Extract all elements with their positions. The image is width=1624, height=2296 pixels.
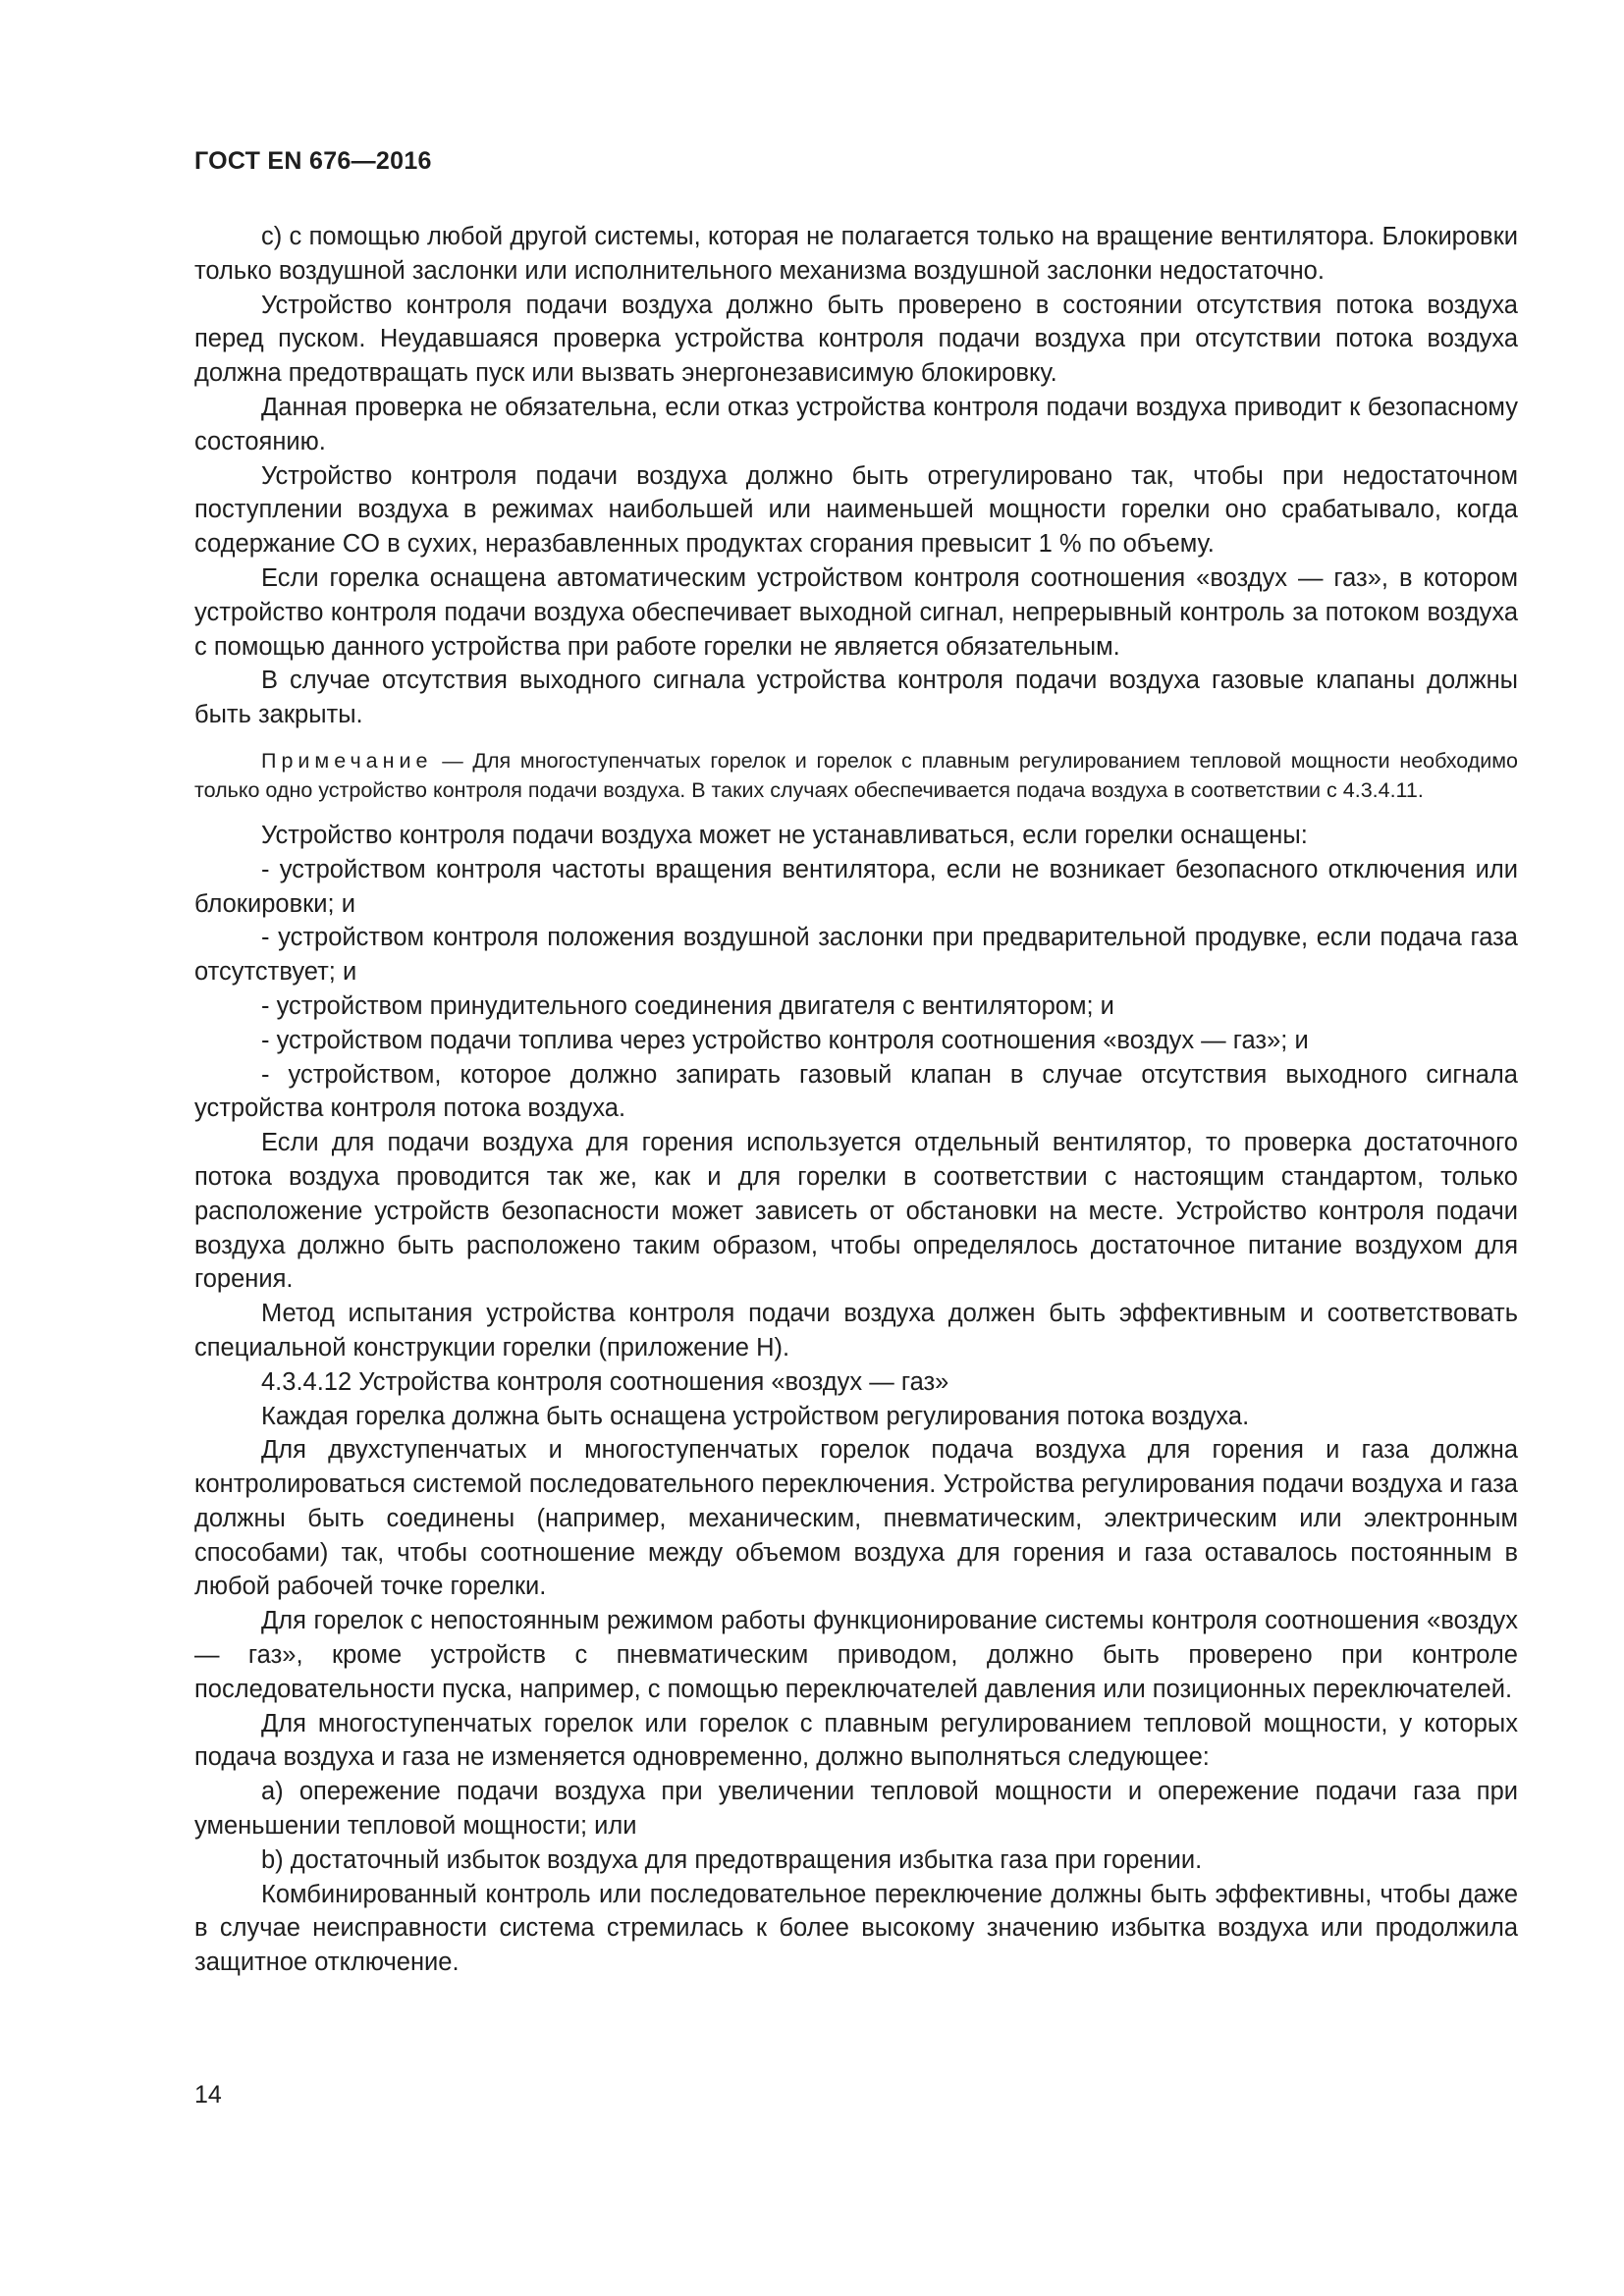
paragraph: Данная проверка не обязательна, если отказ устройства контроля подачи воздуха приводит к безопасному состоянию. [194, 393, 1518, 455]
paragraph: Если горелка оснащена автоматическим устройством контроля соотношения «воздух — газ», в котором устройство контроля подачи воздуха обеспечивает выходной сигнал, непрерывный контроль за потоком воздуха с помощью данного устройства при работе горелки не является обязательным. [194, 563, 1518, 661]
note-label: Примечание [261, 748, 433, 773]
paragraph: Каждая горелка должна быть оснащена устройством регулирования потока воздуха. [261, 1402, 1250, 1430]
paragraph: Если для подачи воздуха для горения используется отдельный вентилятор, то проверка достаточного потока воздуха проводится так же, как и для горелки в соответствии с настоящим стандартом, только расположение устройств безопасности может зависеть от обстановки на месте. Устройство контроля подачи воздуха должно быть расположено таким образом, чтобы определялось достаточное питание воздухом для горения. [194, 1129, 1518, 1294]
page-number: 14 [194, 2081, 222, 2109]
paragraph: c) с помощью любой другой системы, которая не полагается только на вращение вентилятора. Блокировки только воздушной заслонки или исполнительного механизма воздушной заслонки недостаточно. [194, 223, 1518, 285]
paragraph: Устройство контроля подачи воздуха должно быть проверено в состоянии отсутствия потока воздуха перед пуском. Неудавшаяся проверка устройства контроля подачи воздуха при отсутствии потока воздуха должна предотвращать пуск или вызвать энергонезависимую блокировку. [194, 291, 1518, 388]
paragraph: В случае отсутствия выходного сигнала устройства контроля подачи воздуха газовые клапаны должны быть закрыты. [194, 667, 1518, 729]
paragraph: Для горелок с непостоянным режимом работы функционирование системы контроля соотношения «воздух — газ», кроме устройств с пневматическим приводом, должно быть проверено при контроле последовательности пуска, например, с помощью переключателей давления или позиционных переключателей. [194, 1607, 1518, 1703]
list-item: b) достаточный избыток воздуха для предотвращения избытка газа при горении. [261, 1845, 1203, 1874]
paragraph: Метод испытания устройства контроля подачи воздуха должен быть эффективным и соответствовать специальной конструкции горелки (приложение H). [194, 1300, 1518, 1362]
paragraph: Комбинированный контроль или последовательное переключение должны быть эффективны, чтобы даже в случае неисправности система стремилась к более высокому значению избытка воздуха или продолжила защитное отключение. [194, 1880, 1518, 1977]
list-item: - устройством принудительного соединения двигателя с вентилятором; и [261, 991, 1114, 1020]
list-intro: Устройство контроля подачи воздуха может не устанавливаться, если горелки оснащены: [261, 821, 1308, 849]
list-item: a) опережение подачи воздуха при увеличении тепловой мощности и опережение подачи газа при уменьшении тепловой мощности; или [194, 1778, 1518, 1841]
document-header: ГОСТ EN 676—2016 [194, 147, 432, 175]
list-item: - устройством контроля частоты вращения вентилятора, если не возникает безопасного отключения или блокировки; и [194, 855, 1518, 918]
document-body [194, 220, 1518, 1980]
paragraph: Устройство контроля подачи воздуха должно быть отрегулировано так, чтобы при недостаточном поступлении воздуха в режимах наибольшей или наименьшей мощности горелки оно срабатывало, когда содержание CO в сухих, неразбавленных продуктах сгорания превысит 1 % по объему. [194, 461, 1518, 559]
section-heading: 4.3.4.12 Устройства контроля соотношения «воздух — газ» [261, 1367, 949, 1396]
note [194, 746, 1518, 805]
note-text: — Для многоступенчатых горелок и горелок с плавным регулированием тепловой мощности необходимо только одно устройство контроля подачи воздуха. В таких случаях обеспечивается подача воздуха в соответствии с 4.3.4.11. [194, 748, 1518, 802]
list-item: - устройством подачи топлива через устройство контроля соотношения «воздух — газ»; и [261, 1026, 1309, 1054]
list-item: - устройством, которое должно запирать газовый клапан в случае отсутствия выходного сигнала устройства контроля потока воздуха. [194, 1060, 1518, 1123]
paragraph: Для многоступенчатых горелок или горелок с плавным регулированием тепловой мощности, у которых подача воздуха и газа не изменяется одновременно, должно выполняться следующее: [194, 1709, 1518, 1772]
list-item: - устройством контроля положения воздушной заслонки при предварительной продувке, если подача газа отсутствует; и [194, 924, 1518, 987]
paragraph: Для двухступенчатых и многоступенчатых горелок подача воздуха для горения и газа должна контролироваться системой последовательного переключения. Устройства регулирования подачи воздуха и газа должны быть соединены (например, механическим, пневматическим, электрическим или электронным способами) так, чтобы соотношение между объемом воздуха для горения и газа оставалось постоянным в любой рабочей точке горелки. [194, 1436, 1518, 1601]
